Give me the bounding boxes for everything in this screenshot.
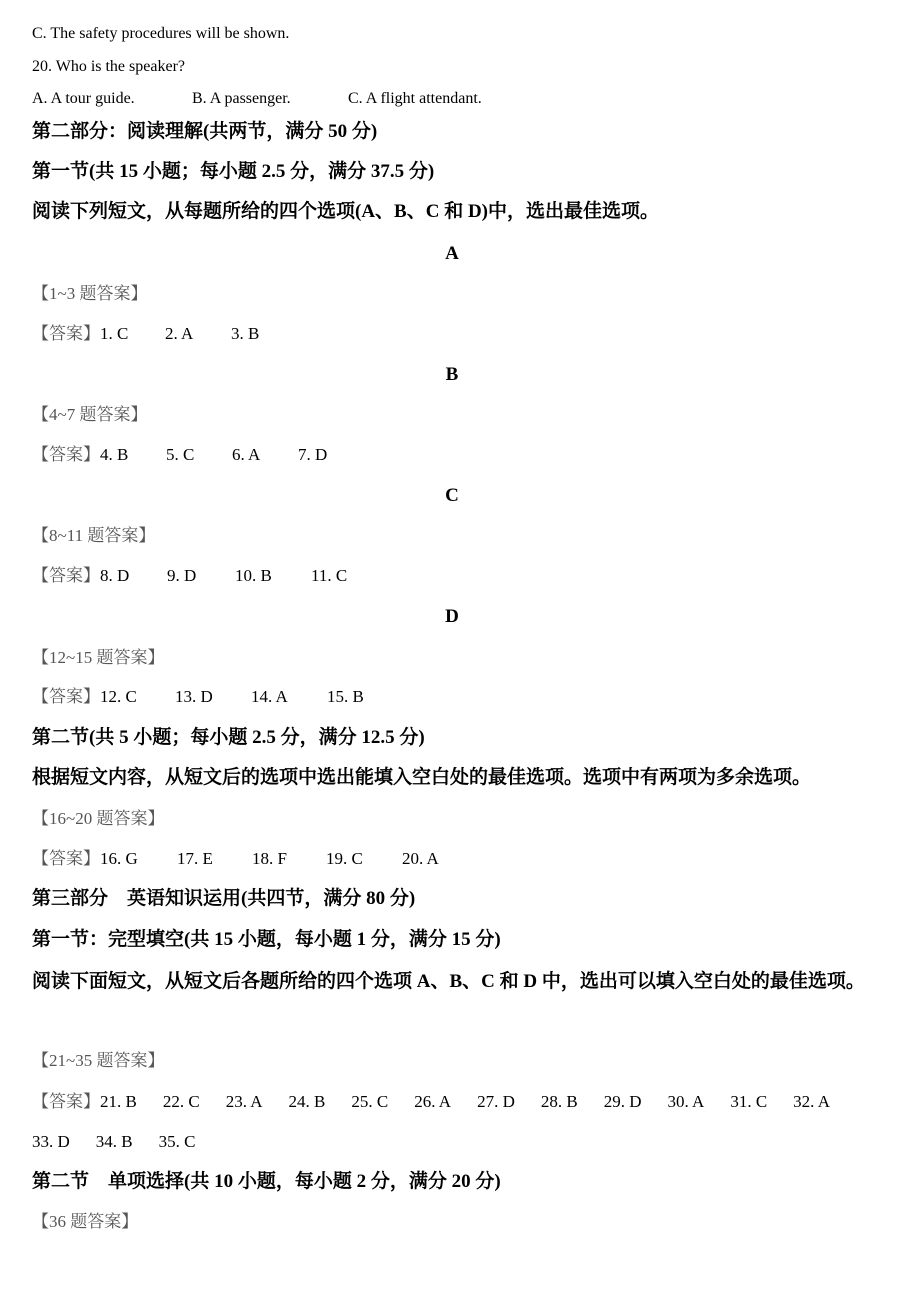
part3-section1-answers [32, 1082, 882, 1162]
passage-letter-a: A [445, 243, 459, 264]
passage-letter-b: B [445, 364, 459, 385]
part2-title: 第二部分：阅读理解(共两节，满分 50 分) [32, 121, 378, 142]
answer-15: 15. B [327, 687, 364, 706]
passage-letter-c: C [445, 485, 459, 506]
answer-32: 32. A [793, 1092, 830, 1111]
q20-option-b: B. A passenger. [192, 90, 291, 107]
answer-24: 24. B [288, 1092, 326, 1111]
part3-section2-range: 【36 题答案】 [32, 1212, 139, 1231]
passage-b-answers [32, 445, 327, 465]
answer-16: 16. G [100, 849, 138, 868]
answer-tag: 【答案】 [32, 849, 100, 868]
answer-33: 33. D [32, 1132, 70, 1151]
answer-19: 19. C [326, 849, 363, 868]
part2-section1-title: 第一节(共 15 小题；每小题 2.5 分，满分 37.5 分) [32, 161, 435, 182]
part2-section2-instruction: 根据短文内容，从短文后的选项中选出能填入空白处的最佳选项。选项中有两项为多余选项。 [32, 767, 812, 788]
passage-c-answers [32, 566, 347, 586]
answer-3: 3. B [231, 324, 260, 343]
answer-34: 34. B [95, 1132, 133, 1151]
answer-14: 14. A [251, 687, 288, 706]
answer-25: 25. C [351, 1092, 389, 1111]
part2-section1-instruction: 阅读下列短文，从每题所给的四个选项(A、B、C 和 D)中，选出最佳选项。 [32, 201, 659, 222]
part3-section1-title: 第一节：完型填空(共 15 小题，每小题 1 分，满分 15 分) [32, 929, 501, 950]
answer-22: 22. C [162, 1092, 200, 1111]
answer-17: 17. E [177, 849, 213, 868]
part3-title: 第三部分 英语知识运用(共四节，满分 80 分) [32, 888, 416, 909]
answer-27: 27. D [477, 1092, 515, 1111]
q19-option-c: C. The safety procedures will be shown. [32, 25, 290, 42]
answer-12: 12. C [100, 687, 137, 706]
answer-23: 23. A [225, 1092, 263, 1111]
answer-1: 1. C [100, 324, 129, 343]
answer-tag: 【答案】 [32, 324, 100, 343]
answer-29: 29. D [603, 1092, 642, 1111]
answer-6: 6. A [232, 445, 261, 464]
q20-options [32, 89, 482, 108]
answer-26: 26. A [414, 1092, 452, 1111]
answer-2: 2. A [165, 324, 194, 343]
answer-8: 8. D [100, 566, 130, 585]
passage-b-range: 【4~7 题答案】 [32, 405, 148, 424]
passage-d-answers [32, 687, 364, 707]
section2-answers [32, 849, 439, 869]
answer-28: 28. B [540, 1092, 578, 1111]
answer-30: 30. A [667, 1092, 705, 1111]
section2-range: 【16~20 题答案】 [32, 809, 165, 828]
q20-stem: 20. Who is the speaker? [32, 58, 185, 75]
answer-tag: 【答案】 [32, 1092, 100, 1111]
passage-a-range: 【1~3 题答案】 [32, 284, 148, 303]
passage-c-range: 【8~11 题答案】 [32, 526, 156, 545]
answer-13: 13. D [175, 687, 213, 706]
answer-18: 18. F [252, 849, 287, 868]
part3-section2-title: 第二节 单项选择(共 10 小题，每小题 2 分，满分 20 分) [32, 1171, 501, 1192]
q20-option-c: C. A flight attendant. [348, 90, 482, 107]
passage-letter-d: D [445, 606, 459, 627]
answer-tag: 【答案】 [32, 687, 100, 706]
answer-20: 20. A [402, 849, 439, 868]
passage-d-range: 【12~15 题答案】 [32, 648, 165, 667]
answer-10: 10. B [235, 566, 272, 585]
answer-35: 35. C [158, 1132, 196, 1151]
part3-section1-range: 【21~35 题答案】 [32, 1051, 165, 1070]
answer-7: 7. D [298, 445, 328, 464]
answer-tag: 【答案】 [32, 445, 100, 464]
answer-21: 21. B [100, 1092, 137, 1111]
answer-5: 5. C [166, 445, 195, 464]
answer-4: 4. B [100, 445, 129, 464]
answer-tag: 【答案】 [32, 566, 100, 585]
passage-a-answers [32, 324, 259, 344]
answer-11: 11. C [311, 566, 348, 585]
part3-section1-instruction: 阅读下面短文，从短文后各题所给的四个选项 A、B、C 和 D 中，选出可以填入空白处的最佳选项。 [32, 971, 865, 992]
answer-31: 31. C [730, 1092, 768, 1111]
q20-option-a: A. A tour guide. [32, 90, 135, 107]
answer-9: 9. D [167, 566, 197, 585]
part2-section2-title: 第二节(共 5 小题；每小题 2.5 分，满分 12.5 分) [32, 727, 425, 748]
